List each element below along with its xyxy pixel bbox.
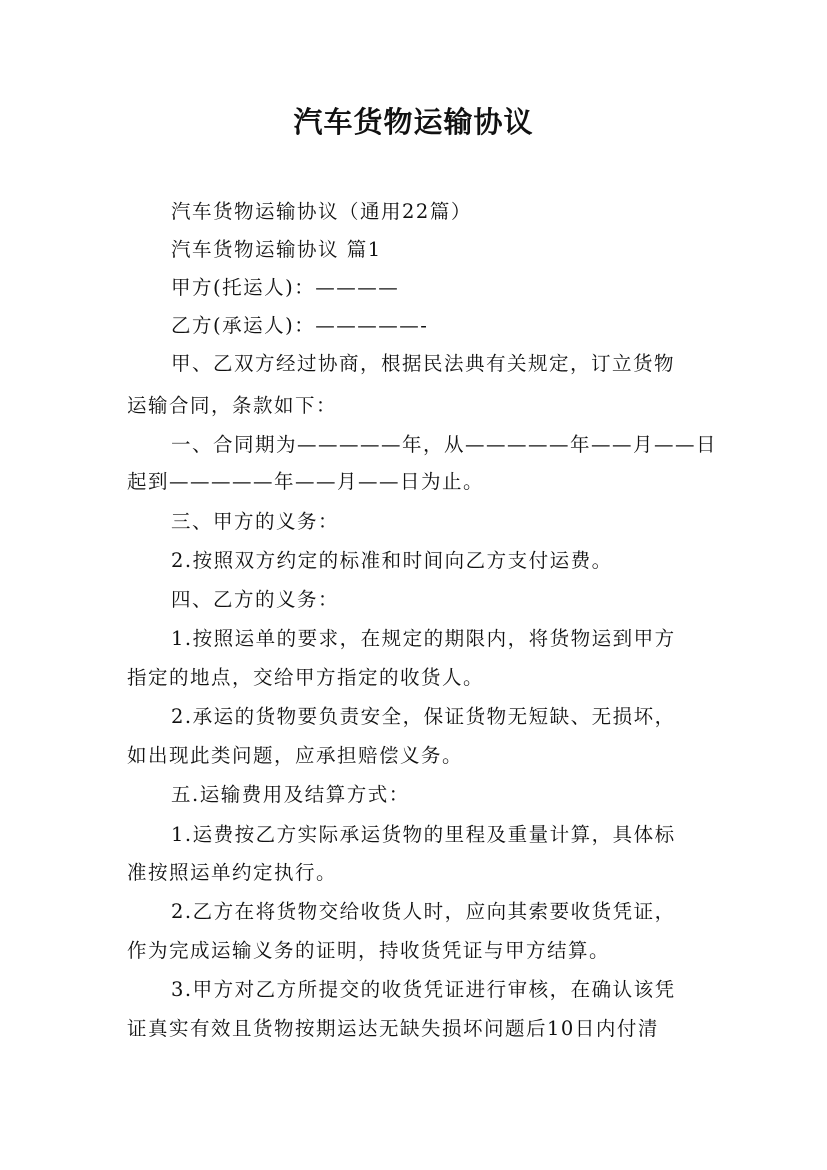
- document-line: 乙方(承运人)：—————-: [171, 314, 429, 337]
- document-line: 汽车货物运输协议 篇1: [171, 238, 382, 261]
- document-line: 甲方(托运人)：————: [171, 276, 400, 299]
- document-line: 甲、乙双方经过协商，根据民法典有关规定，订立货物: [171, 352, 676, 375]
- document-line: 指定的地点，交给甲方指定的收货人。: [127, 666, 485, 689]
- document-line: 起到—————年——月——日为止。: [127, 470, 485, 493]
- document-line: 运输合同，条款如下：: [127, 394, 338, 417]
- document-line: 1.按照运单的要求，在规定的期限内，将货物运到甲方: [171, 627, 676, 650]
- document-line: 一、合同期为—————年，从—————年——月——日: [171, 433, 718, 456]
- document-line: 2.按照双方约定的标准和时间向乙方支付运费。: [171, 549, 613, 572]
- document-line: 作为完成运输义务的证明，持收货凭证与甲方结算。: [127, 939, 611, 962]
- document-line: 2.乙方在将货物交给收货人时，应向其索要收货凭证，: [171, 900, 676, 923]
- document-line: 三、甲方的义务：: [171, 510, 340, 533]
- document-line: 证真实有效且货物按期运达无缺失损坏问题后10日内付清: [127, 1017, 659, 1040]
- document-line: 四、乙方的义务：: [171, 588, 340, 611]
- document-line: 准按照运单约定执行。: [127, 861, 338, 884]
- document-line: 汽车货物运输协议（通用22篇）: [171, 200, 472, 223]
- document-line: 2.承运的货物要负责安全，保证货物无短缺、无损坏，: [171, 705, 676, 728]
- document-line: 如出现此类问题，应承担赔偿义务。: [127, 744, 464, 767]
- document-line: 五.运输费用及结算方式：: [171, 783, 410, 806]
- document-line: 3.甲方对乙方所提交的收货凭证进行审核，在确认该凭: [171, 978, 676, 1001]
- document-title: 汽车货物运输协议: [293, 105, 534, 139]
- document-line: 1.运费按乙方实际承运货物的里程及重量计算，具体标: [171, 823, 676, 846]
